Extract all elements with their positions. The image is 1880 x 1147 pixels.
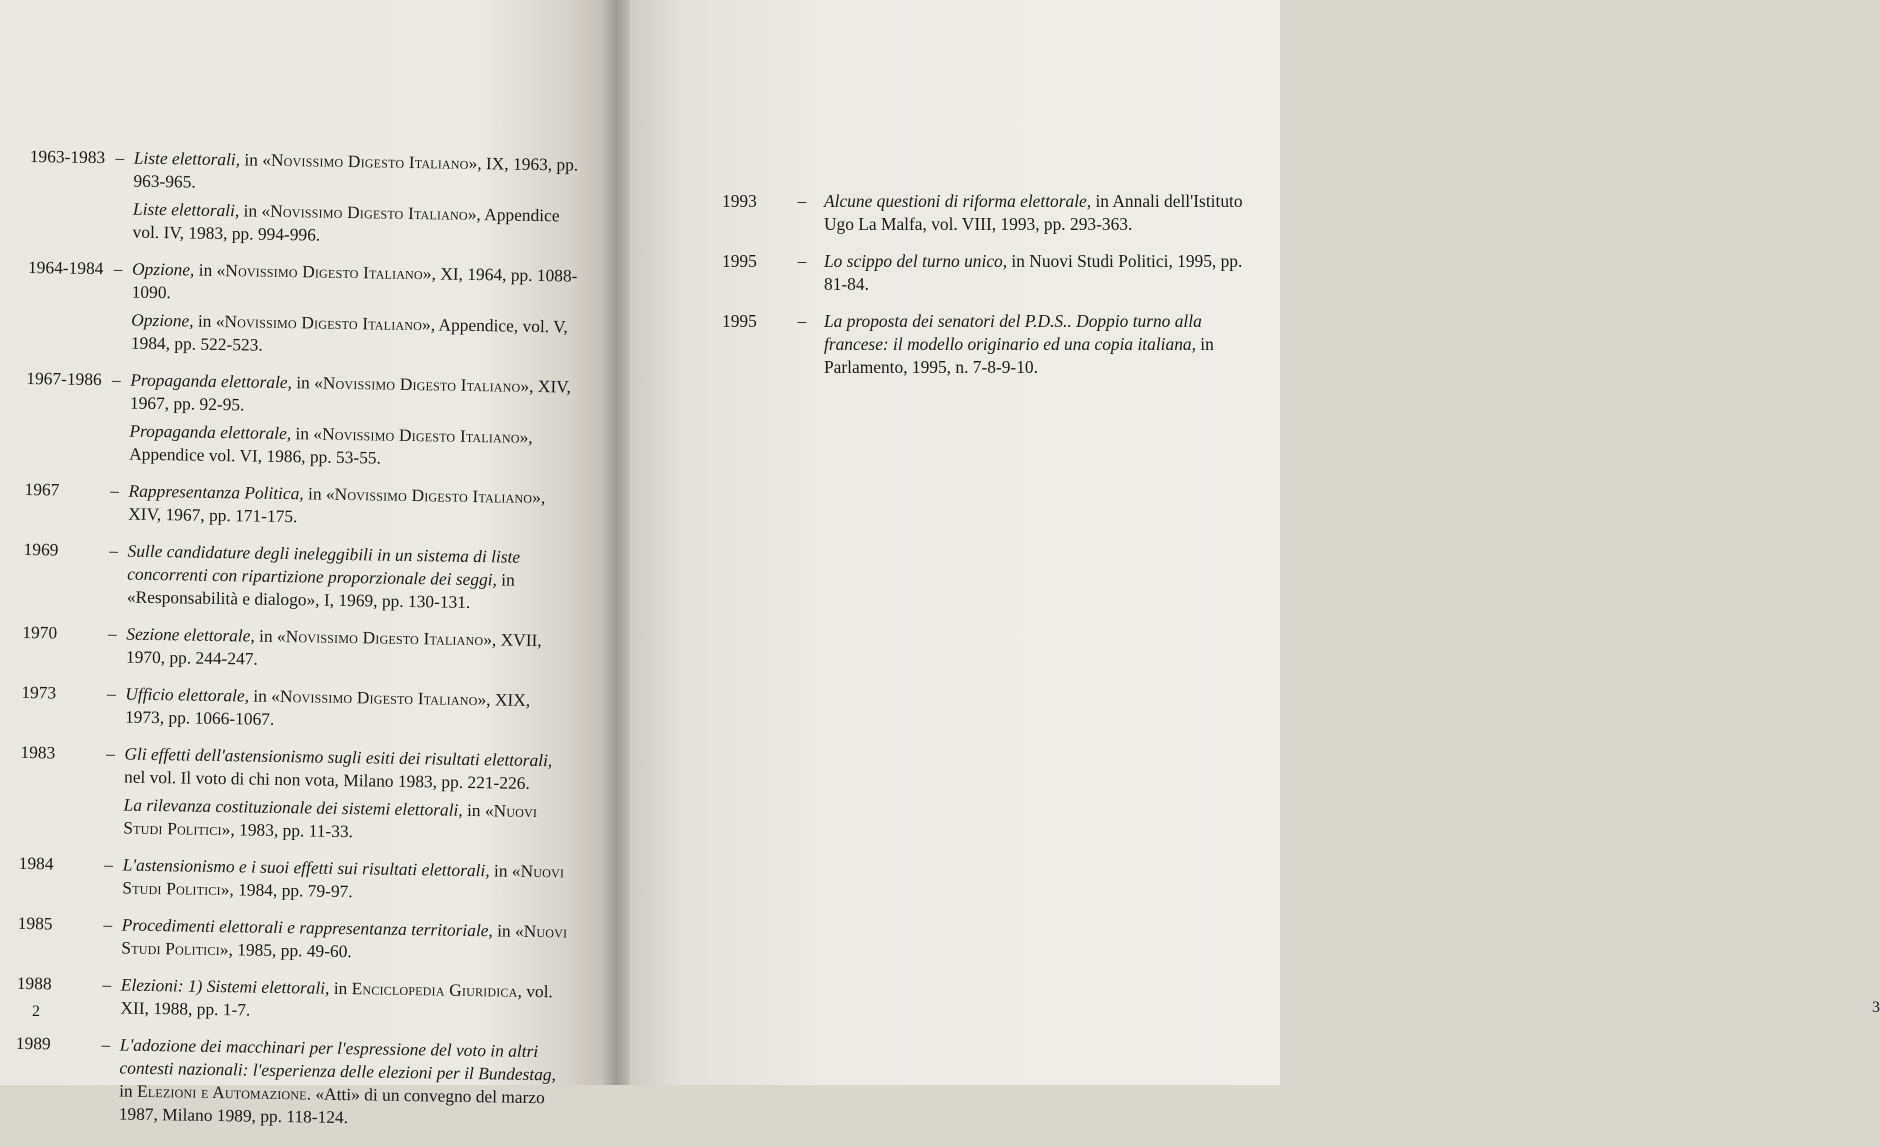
entry-year: 1985	[17, 912, 94, 964]
bibliography-entry	[27, 256, 579, 367]
citation-journal: Novissimo Digesto Italiano	[271, 150, 469, 173]
bibliography-entry	[722, 190, 1250, 241]
entry-year: 1993	[722, 190, 780, 241]
bibliography-entry	[24, 478, 575, 538]
citation-text: in «	[493, 920, 524, 940]
citation-journal: Novissimo Digesto Italiano	[323, 373, 521, 396]
citation-text: in «	[240, 149, 271, 169]
entry-year: 1967	[24, 478, 101, 530]
citation-text: in Nuovi Studi Politici, 1995, pp. 81-84.	[824, 251, 1242, 294]
citation-text: », 1985, pp. 49-60.	[220, 939, 352, 961]
citation-title: Procedimenti elettorali e rappresentanza territoriale,	[122, 915, 493, 941]
citation-title: La proposta dei senatori del P.D.S.. Doppio turno alla francese: il modello originario ed una copia italiana,	[824, 311, 1202, 354]
entry-dash: –	[780, 250, 824, 301]
entry-year: 1967-1986	[25, 367, 103, 470]
citation-text: in «	[304, 483, 335, 503]
citation	[824, 250, 1250, 296]
entry-year: 1988	[16, 972, 93, 1024]
entry-year: 1989	[15, 1032, 93, 1130]
citation-title: Alcune questioni di riforma elettorale,	[824, 191, 1091, 211]
citation-text: in «	[490, 860, 521, 880]
citation-title: La rilevanza costituzionale dei sistemi elettorali,	[123, 795, 462, 820]
citation-text: », XVII, 1970, pp. 244-247.	[126, 629, 542, 668]
citation-text: in Parlamento, 1995, n. 7-8-9-10.	[824, 334, 1214, 377]
citation-journal: Enciclopedia Giuridica	[352, 978, 518, 1001]
citation-journal: Novissimo Digesto Italiano	[225, 260, 423, 283]
entry-body	[126, 623, 573, 681]
citation	[132, 258, 579, 311]
citation	[130, 369, 577, 422]
show-through-text	[705, 345, 1250, 955]
bibliography-entry	[25, 367, 577, 478]
citation-title: Sezione elettorale,	[126, 624, 255, 646]
entry-year: 1984	[18, 852, 95, 904]
entry-body	[121, 914, 568, 972]
citation-text: in «	[291, 423, 322, 443]
entry-dash: –	[95, 742, 125, 844]
citation-title: Elezioni: 1) Sistemi elettorali,	[121, 975, 330, 998]
citation-title: L'adozione dei macchinari per l'espressione del voto in altri contesti nazionali: l'esperienza delle elezioni per il Bundestag,	[119, 1035, 556, 1085]
entry-dash: –	[780, 310, 824, 384]
citation	[126, 623, 573, 676]
entry-body	[119, 1034, 566, 1138]
citation-text: in Annali dell'Istituto Ugo La Malfa, vol. VIII, 1993, pp. 293-363.	[824, 191, 1243, 234]
entry-dash: –	[94, 853, 123, 904]
citation-title: Lo scippo del turno unico,	[824, 251, 1007, 271]
left-page	[0, 0, 612, 1085]
bibliography-entry	[21, 681, 572, 741]
entry-body	[125, 683, 572, 741]
entry-body	[128, 480, 575, 538]
citation-title: Liste elettorali,	[133, 199, 240, 221]
entry-dash: –	[99, 539, 128, 613]
citation-title: Sulle candidature degli ineleggibili in un sistema di liste concorrenti con ripartizione proporzionale dei seggi,	[127, 541, 520, 590]
citation-text: in	[119, 1081, 137, 1101]
citation	[133, 147, 580, 200]
citation-text: », 1984, pp. 79-97.	[221, 879, 353, 901]
bibliography-entry	[16, 972, 567, 1032]
citation-text: in	[329, 978, 352, 998]
left-page-number: 2	[32, 1003, 40, 1021]
citation-journal: Novissimo Digesto Italiano	[270, 201, 468, 224]
entry-body	[132, 147, 580, 256]
entry-year: 1995	[722, 250, 780, 301]
entry-body	[131, 258, 579, 367]
citation	[824, 190, 1250, 236]
entry-body	[127, 540, 574, 621]
entry-dash: –	[780, 190, 824, 241]
right-page-number: 3	[1872, 999, 1880, 1017]
citation-journal: Elezioni e Automazione	[137, 1081, 307, 1104]
entry-dash: –	[103, 257, 133, 359]
citation-text: », XI, 1964, pp. 1088-1090.	[132, 263, 578, 302]
citation-text: in «	[239, 200, 270, 220]
citation-journal: Novissimo Digesto Italiano	[334, 484, 532, 507]
citation-journal: Novissimo Digesto Italiano	[280, 686, 478, 709]
citation-text: . «Atti» di un convegno del marzo 1987, Milano 1989, pp. 118-124.	[119, 1083, 545, 1127]
entry-year: 1964-1984	[27, 256, 105, 359]
entry-dash: –	[91, 1033, 121, 1130]
bibliography-entry	[22, 621, 573, 681]
entry-year: 1995	[722, 310, 780, 384]
citation-journal: Novissimo Digesto Italiano	[286, 626, 484, 649]
entry-year: 1973	[21, 681, 98, 733]
citation-title: Gli effetti dell'astensionismo sugli esiti dei risultati elettorali,	[124, 744, 552, 771]
citation-journal: Novissimo Digesto Italiano	[224, 311, 422, 334]
entry-dash: –	[93, 913, 122, 964]
entry-year: 1969	[23, 538, 100, 613]
citation-text: in «	[463, 800, 494, 820]
citation-text: », Appendice, vol. V, 1984, pp. 522-523.	[131, 314, 568, 354]
entry-body	[123, 743, 571, 852]
entry-body	[824, 190, 1250, 241]
citation-journal: Novissimo Digesto Italiano	[322, 424, 520, 447]
citation-text: in «	[255, 626, 286, 646]
citation-text: », IX, 1963, pp. 963-965.	[133, 153, 578, 192]
citation-title: Liste elettorali,	[134, 148, 241, 170]
citation-title: Ufficio elettorale,	[125, 684, 249, 706]
citation-title: L'astensionismo e i suoi effetti sui risultati elettorali,	[123, 855, 490, 881]
citation	[128, 480, 575, 533]
entry-year: 1963-1983	[28, 145, 106, 248]
bibliography-entry	[28, 145, 580, 256]
entry-year: 1970	[22, 621, 99, 673]
citation-text: », Appendice vol. IV, 1983, pp. 994-996.	[132, 204, 559, 245]
citation-text: in «	[292, 372, 323, 392]
citation-title: Opzione,	[131, 310, 194, 331]
citation-journal: Nuovi Studi Politici	[122, 861, 564, 899]
citation	[127, 540, 574, 616]
citation-journal: Nuovi Studi Politici	[123, 800, 537, 839]
citation-text: », Appendice vol. VI, 1986, pp. 53-55.	[129, 427, 533, 468]
citation-text: in «Responsabilità e dialogo», I, 1969, pp. 130-131.	[127, 569, 515, 612]
citation-text: nel vol. Il voto di chi non vota, Milano 1983, pp. 221-226.	[124, 767, 530, 793]
entry-dash: –	[97, 682, 126, 733]
entry-dash: –	[104, 146, 134, 248]
citation-text: », 1983, pp. 11-33.	[222, 819, 354, 841]
citation-title: Propaganda elettorale,	[129, 421, 291, 444]
citation	[124, 743, 571, 796]
bibliography-entry	[19, 741, 571, 852]
citation-text: », XIX, 1973, pp. 1066-1067.	[125, 689, 530, 729]
citation	[129, 420, 576, 473]
citation-text: in «	[193, 311, 224, 331]
entry-dash: –	[92, 973, 121, 1024]
left-bibliography-list	[14, 145, 580, 1147]
citation-text: », XIV, 1967, pp. 171-175.	[128, 487, 545, 526]
citation-journal: Nuovi Studi Politici	[121, 921, 567, 959]
entry-dash: –	[100, 479, 129, 530]
citation-title: Rappresentanza Politica,	[128, 481, 303, 504]
entry-body	[129, 369, 577, 478]
entry-dash: –	[98, 622, 127, 673]
entry-body	[824, 250, 1250, 301]
citation	[132, 198, 579, 251]
citation-text: in «	[249, 686, 280, 706]
citation-text: in «	[194, 260, 225, 280]
citation	[121, 914, 568, 967]
bibliography-entry	[23, 538, 574, 621]
citation	[123, 794, 570, 847]
entry-body	[120, 974, 567, 1032]
citation-title: Propaganda elettorale,	[130, 370, 292, 393]
bibliography-entry	[17, 912, 568, 972]
citation-title: Opzione,	[132, 259, 195, 280]
bibliography-entry	[18, 852, 569, 912]
citation-text: , vol. XII, 1988, pp. 1-7.	[120, 981, 553, 1020]
entry-dash: –	[101, 368, 131, 470]
citation-text: », XIV, 1967, pp. 92-95.	[130, 376, 571, 415]
entry-body	[122, 854, 569, 912]
citation	[119, 1034, 566, 1133]
citation	[125, 683, 572, 736]
bibliography-entry	[722, 250, 1250, 301]
citation	[122, 854, 569, 907]
citation	[120, 974, 567, 1027]
entry-year: 1983	[19, 741, 97, 844]
bibliography-entry	[15, 1032, 566, 1138]
citation	[131, 309, 578, 362]
